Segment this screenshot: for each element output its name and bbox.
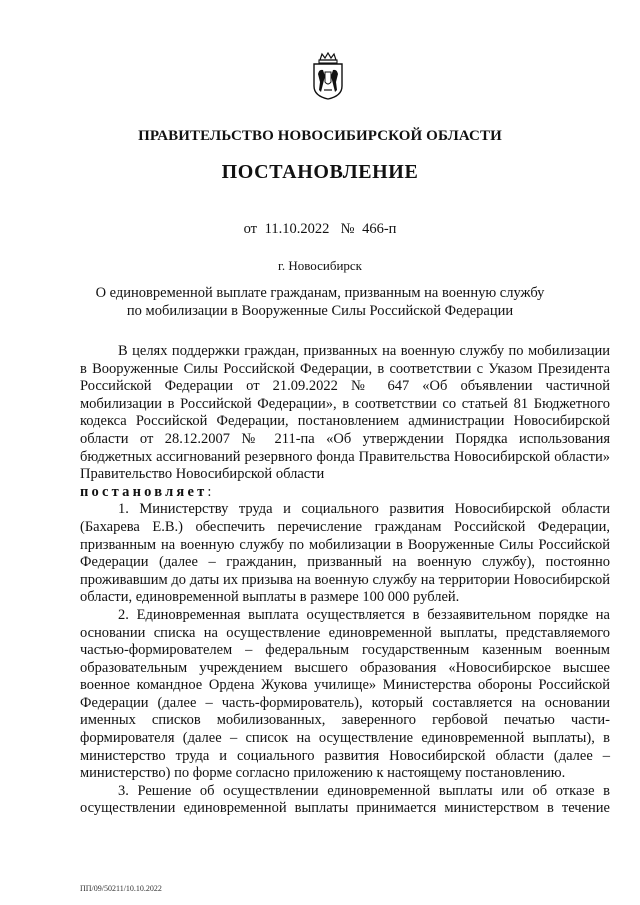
organization-title: ПРАВИТЕЛЬСТВО НОВОСИБИРСКОЙ ОБЛАСТИ [138,128,502,144]
document-type-title: ПОСТАНОВЛЕНИЕ [221,161,419,183]
document-body [80,343,610,818]
decree-colon: : [207,483,212,500]
city-line: г. Новосибирск [277,258,362,273]
subject-line-2: по мобилизации в Вооруженные Силы Российской Федерации [126,303,514,319]
decree-word: постановляет [80,483,208,500]
document-number: 466-п [362,221,397,237]
preamble-paragraph [80,343,610,501]
item-paragraph-2: 2. Единовременная выплата осуществляется в беззаявительном порядке на основании списка на осуществление единовременной выплаты, представляемого частью-формирователем – федеральным государственным казенным военным образовательным учреждением высшего образования «Новосибирское высшее военное командное Ордена Жукова училище» Министерства обороны Российской Федерации (далее – часть-формирователь), который составляется на основании именных списков мобилизованных, заверенного гербовой печатью части-формирователя (далее – список на осуществление единовременной выплаты), в министерство труда и социального развития Новосибирской области (далее – министерство) по форме согласно приложению к настоящему постановлению. [80,606,610,782]
item-paragraph-1: 1. Министерству труда и социального развития Новосибирской области (Бахарева Е.В.) обеспечить перечисление гражданам Российской Федерации, призванным на военную службу по мобилизации в Вооруженные Силы Российской Федерации (далее – гражданин, призванный на военную службу), постоянно проживавшим до даты их призыва на военную службу на территории Новосибирской области, единовременной выплаты в размере 100 000 рублей. [80,501,610,606]
item-paragraph-3: 3. Решение об осуществлении единовременной выплаты или об отказе в осуществлении единовременной выплаты принимается министерством в течение [80,782,610,817]
document-subject [90,284,550,320]
date-number-line [0,221,640,238]
date-prefix: от [243,221,257,237]
number-label: № [340,221,355,237]
novosibirsk-coat-of-arms-icon [310,52,346,100]
subject-line-1: О единовременной выплате гражданам, призванным на военную службу [95,285,545,301]
footer-code: ПП/09/50211/10.10.2022 [80,884,162,893]
document-date: 11.10.2022 [264,221,330,237]
preamble-text: В целях поддержки граждан, призванных на военную службу по мобилизации в Вооруженные Силы Российской Федерации, в соответствии с Указом Президента Российской Федерации от 21.09.2022 № 647 «Об объявлении частичной мобилизации в Российской Федерации», в соответствии со статьей 81 Бюджетного кодекса Российской Федерации, постановлением администрации Новосибирской области от 28.12.2007 № 211-па «Об утверждении Порядка использования бюджетных ассигнований резервного фонда Правительства Новосибирской области» Правительство Новосибирской области [80,343,610,483]
